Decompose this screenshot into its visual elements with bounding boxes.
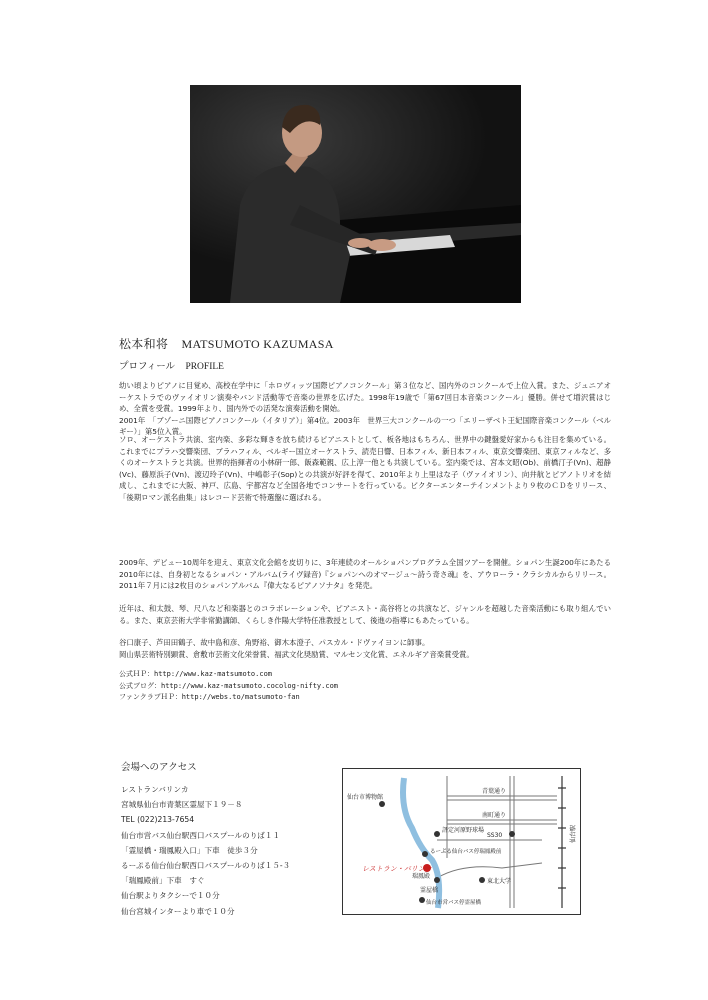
map-label-ss30: SS30 — [487, 832, 503, 839]
access-line: 仙台宮城インターより車で１０分 — [121, 906, 235, 916]
teachers-text: 谷口康子、芦田田鶴子、故中島和彦、角野裕、御木本澄子、パスカル・ドヴァイヨンに師事。 — [119, 638, 430, 647]
artist-name-jp: 松本和将 — [119, 337, 169, 351]
map-label-street-north: 青葉通り — [482, 788, 507, 795]
map-label-city-bus-stop: 仙台市営バス停霊屋橋 — [426, 900, 482, 906]
access-line: 仙台駅よりタクシーで１０分 — [121, 891, 220, 901]
official-site-link[interactable]: 公式ＨＰ：http://www.kaz-matsumoto.com — [119, 670, 273, 678]
official-blog-link[interactable]: 公式ブログ：http://www.kaz-matsumoto.cocolog-nifty.com — [119, 681, 339, 690]
venue-name: レストランバリンカ — [121, 785, 189, 794]
map-label-museum: 仙台市博物館 — [347, 794, 384, 801]
access-line: るーぷる仙台仙台駅西口バスプールのりば１５-３ — [121, 861, 291, 871]
venue-phone: TEL (022)213-7654 — [121, 815, 195, 825]
access-line: 仙台市営バス仙台駅西口バスプールのりば１１ — [121, 830, 281, 840]
bio-paragraph-2: ソロ、オーケストラ共演、室内楽、多彩な輝きを放ち続けるピアニストとして、板各地はもちろん、世界中の鍵盤愛好家からも注目を集めている。これまでにプラハ交響楽団、ブラハフィル、ベルギー国立オーケストラ、読売日響、日本フィル、新日本フィル、東京交響楽団、東京フィルなど、多くのオーケストラと共演。世界的指揮者の小林研一郎、飯森範親、広上淳一他とも共演している。室内楽では、宮本文昭(Ob)、前橋汀子(Vn)、超静(Vc)、藤原浜子(Vn)、渡辺玲子(Vn)、中嶋彰子(Sop)との共演が好評を得て、2010年より上里はな子（ヴァイオリン）、向井航とピアノトリオを結成し、これまでに大阪、神戸、広島、宇都宮など全国各地でコンサートを行っている。ビクターエンターテインメントより９枚のＣＤをリリース、「後期ロマン派名曲集」はレコード芸術で特選盤に選ばれる。 — [119, 435, 611, 502]
links-block — [119, 669, 611, 704]
profile-heading-jp: プロフィール — [119, 362, 176, 372]
fanclub-link[interactable]: ファンクラブＨＰ：http://webs.to/matsumoto-fan — [119, 693, 300, 701]
access-map — [342, 768, 581, 915]
bio-paragraph-3: 2009年、デビュー10周年を迎え、東京文化会館を皮切りに、3年連続のオールショパンプログラム全国ツアーを開催。ショパン生誕200年にあたる2010年には、自身初となるショパン・アルバム(ライヴ録音)『ショパンへのオマージュ～詩う奇さ魂』を、アウローラ・クラシカルからリリース。2011年７月には2枚目のショパンアルバム『偉大なるピアノソナタ』を発売。 — [119, 558, 611, 590]
bio-text: 幼い頃よりピアノに目覚め、高校在学中に「ホロヴィッツ国際ピアノコンクール」第３位など、国内外のコンクールで上位入賞。また、ジュニアオーケストラでのヴァイオリン演奏やバンド活動等で音楽の世界を広げた。1998年19歳で「第67回日本音楽コンクール」優勝。併せて増沢賞はじめ、全賞を受賞。1999年より、国内外での活発な演奏活動を開始。 — [119, 381, 611, 413]
pianist-illustration — [190, 85, 521, 303]
bio-paragraph-4: 近年は、和太鼓、琴、尺八など和楽器とのコラボレーションや、ピアニスト・高谷将との共演など、ジャンルを超越した音楽活動にも取り組んでいる。また、東京芸術大学非常勤講師、くらしき作陽大学特任准教授として、後進の指導にもあたっている。 — [119, 604, 611, 625]
map-label-street-south: 南町通り — [482, 812, 507, 819]
venue-address: 宮城県仙台市青葉区霊屋下１９－８ — [121, 800, 243, 810]
map-label-loople-stop: るーぷる仙台バス停瑞鳳殿前 — [430, 849, 502, 855]
awards-text: 岡山県芸術特別顕賞、倉敷市芸術文化栄誉賞、福武文化奨励賞、マルセン文化賞、エネルギア音楽賞受賞。 — [119, 649, 474, 659]
bio-paragraph-1 — [119, 380, 611, 438]
map-label-tohoku-univ: 東北大学 — [487, 878, 512, 885]
artist-name-en: MATSUMOTO KAZUMASA — [181, 337, 334, 351]
map-label-restaurant: レストラン・バリンカ — [362, 865, 432, 873]
access-line: 「瑞鳳殿前」下車 すぐ — [121, 876, 205, 886]
artist-name — [119, 335, 334, 352]
profile-heading-en: PROFILE — [185, 362, 224, 372]
profile-heading — [119, 358, 224, 372]
access-details — [121, 782, 290, 919]
access-heading: 会場へのアクセス — [121, 762, 197, 773]
bio-text: 2001年 「ブゾーニ国際ピアノコンクール（イタリア）」第4位。2003年 世界三大コンクールの一つ「エリーザベト王妃国際音楽コンクール（ベルギー）」第5位入賞。 — [119, 415, 611, 436]
map-label-otamaya-bridge: 霊屋橋 — [420, 887, 439, 894]
map-label-station: 仙台駅 — [570, 824, 577, 843]
map-label-zuihoden: 瑞鳳殿 — [412, 873, 431, 880]
pianist-photo — [190, 85, 521, 303]
map-label-baseball: 評定河原野球場 — [442, 827, 485, 834]
access-line: 「霊屋橋・瑞鳳殿入口」下車 徒歩３分 — [121, 845, 258, 855]
bio-paragraph-5 — [119, 637, 611, 660]
